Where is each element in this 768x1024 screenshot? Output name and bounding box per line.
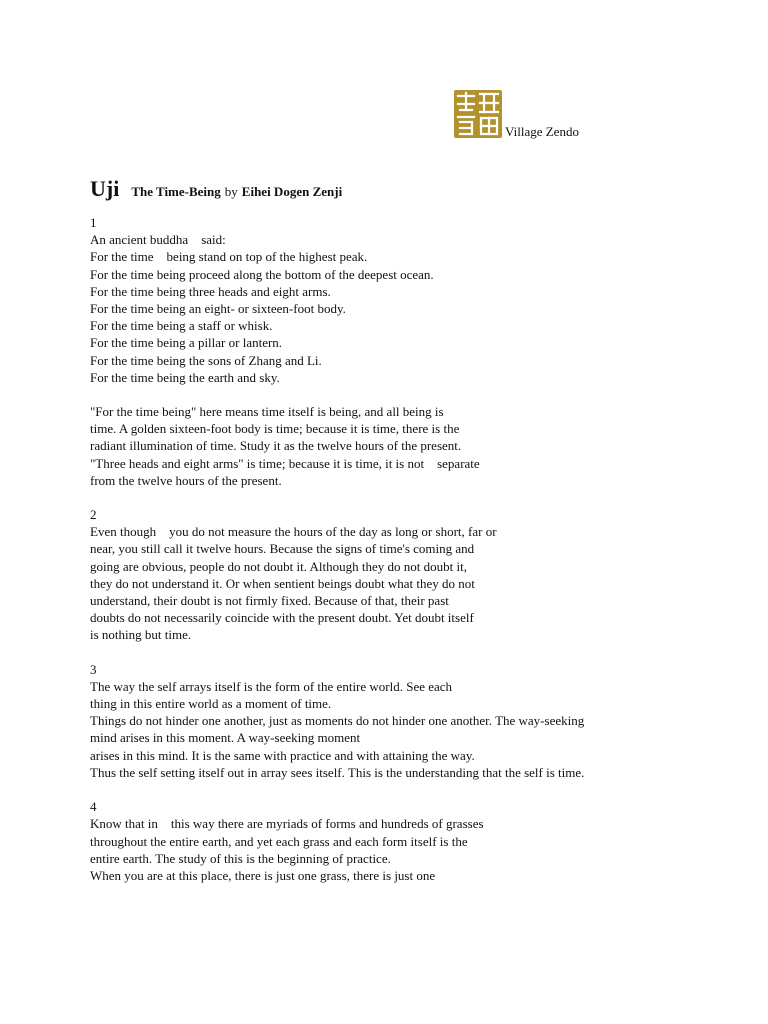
text-line: is nothing but time. [90,627,192,643]
text-line: 3 [90,661,97,677]
text-line: arises in this mind. It is the same with practice and with attaining the way. [90,747,475,763]
text-line: The way the self arrays itself is the form of the entire world. See each [90,678,453,694]
title-main: Uji [90,176,120,201]
text-section [90,798,730,884]
text-line: thing in this entire world as a moment of time. [90,696,332,712]
text-line: 4 [90,799,97,815]
text-line: Even though you do not measure the hours of the day as long or short, far or [90,524,497,540]
text-line: "For the time being" here means time itself is being, and all being is [90,404,444,420]
text-line: For the time being three heads and eight arms. [90,283,331,299]
text-line: doubts do not necessarily coincide with the present doubt. Yet doubt itself [90,610,474,626]
text-line: For the time being the earth and sky. [90,369,280,385]
text-line: For the time being a staff or whisk. [90,318,273,334]
text-line: throughout the entire earth, and yet each grass and each form itself is the [90,833,468,849]
text-line: An ancient buddha said: [90,232,226,248]
text-line: understand, their doubt is not firmly fixed. Because of that, their past [90,593,449,609]
seal-glyph-icon [454,90,502,138]
text-line: time. A golden sixteen-foot body is time; because it is time, there is the [90,421,460,437]
text-line: Thus the self setting itself out in array sees itself. This is the understanding that the self is time. [90,764,585,780]
seal-icon [454,90,502,138]
text-line: "Three heads and eight arms" is time; because it is time, it is not separate [90,455,480,471]
text-line: radiant illumination of time. Study it as the twelve hours of the present. [90,438,462,454]
title-by: by [224,184,238,199]
page-title [90,176,342,202]
org-name: Village Zendo [505,124,579,139]
text-line: from the twelve hours of the present. [90,472,282,488]
text-section [90,661,730,781]
text-line: mind arises in this moment. A way-seeking moment [90,730,361,746]
text-section [90,214,730,386]
header-logo [454,90,579,138]
text-line: When you are at this place, there is just one grass, there is just one [90,867,436,883]
text-line: For the time being stand on top of the highest peak. [90,249,368,265]
text-line: near, you still call it twelve hours. Because the signs of time's coming and [90,541,475,557]
title-author: Eihei Dogen Zenji [241,184,343,199]
text-section [90,506,730,644]
text-section [90,403,730,489]
text-line: they do not understand it. Or when sentient beings doubt what they do not [90,575,475,591]
text-line: Things do not hinder one another, just as moments do not hinder one another. The way-seeking [90,713,585,729]
text-line: entire earth. The study of this is the beginning of practice. [90,850,391,866]
text-line: 2 [90,507,97,523]
text-line: Know that in this way there are myriads of forms and hundreds of grasses [90,816,484,832]
text-line: 1 [90,215,97,230]
text-line: For the time being an eight- or sixteen-foot body. [90,301,346,317]
text-line: For the time being a pillar or lantern. [90,335,283,351]
title-subtitle: The Time-Being [131,184,221,199]
document-body [90,214,730,901]
text-line: For the time being the sons of Zhang and Li. [90,352,322,368]
text-line: going are obvious, people do not doubt it. Although they do not doubt it, [90,558,467,574]
text-line: For the time being proceed along the bottom of the deepest ocean. [90,266,434,282]
